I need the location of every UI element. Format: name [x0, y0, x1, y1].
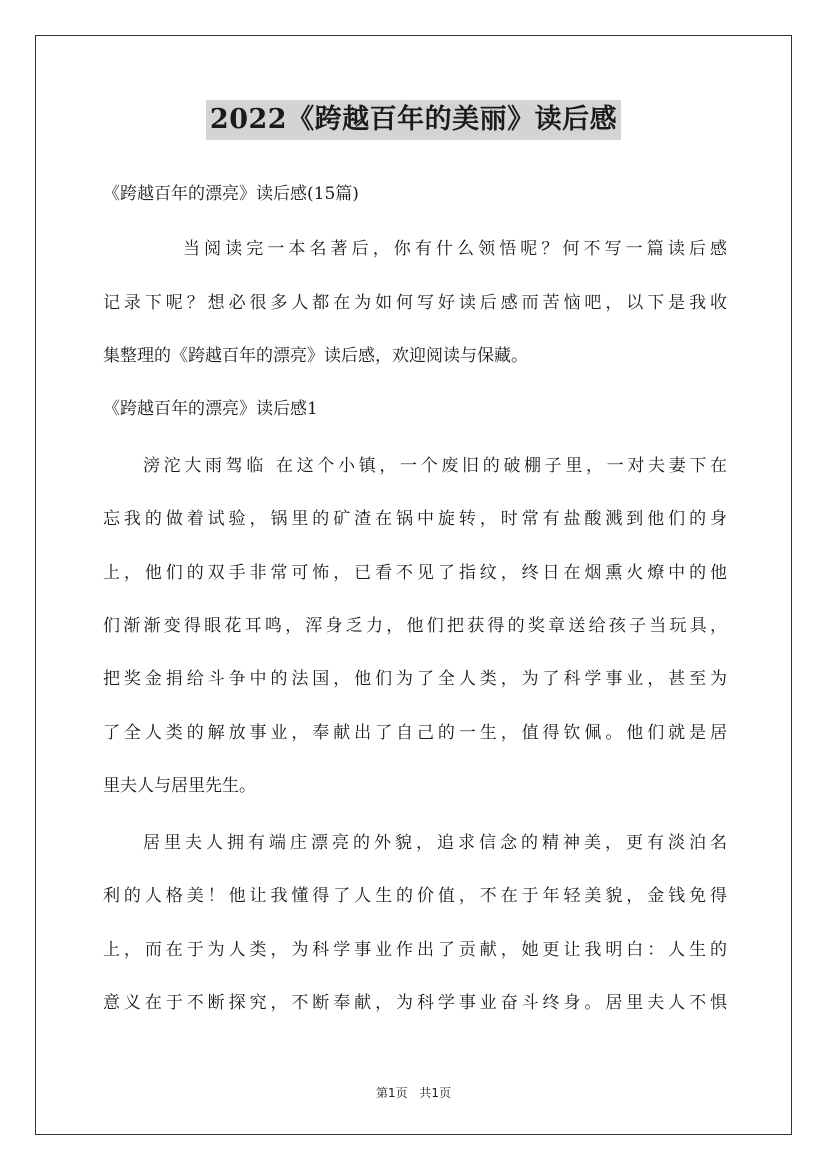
page-footer: [0, 1084, 827, 1101]
para1-line-2: 忘我的做着试验，锅里的矿渣在锅中旋转，时常有盐酸溅到他们的身: [103, 509, 727, 529]
intro-line-2: 记录下呢？想必很多人都在为如何写好读后感而苦恼吧，以下是我收: [103, 293, 727, 313]
para2-line-1: 居里夫人拥有端庄漂亮的外貌，追求信念的精神美，更有淡泊名: [143, 833, 727, 853]
page-number-current: 第1页: [375, 1086, 408, 1100]
para1-line-3: 上，他们的双手非常可怖，已看不见了指纹，终日在烟熏火燎中的他: [103, 563, 727, 583]
document-title: 2022《跨越百年的美丽》读后感: [206, 100, 621, 140]
section-heading: 《跨越百年的漂亮》读后感1: [103, 399, 318, 419]
para1-line-6: 了全人类的解放事业，奉献出了自己的一生，值得钦佩。他们就是居: [103, 723, 727, 743]
para2-line-2: 利的人格美！他让我懂得了人生的价值，不在于年轻美貌，金钱免得: [103, 886, 727, 906]
para1-line-7: 里夫人与居里先生。: [103, 776, 256, 796]
intro-line-3: 集整理的《跨越百年的漂亮》读后感，欢迎阅读与保藏。: [103, 346, 528, 366]
page-number-total: 共1页: [419, 1086, 452, 1100]
para1-line-5: 把奖金捐给斗争中的法国，他们为了全人类，为了科学事业，甚至为: [103, 669, 727, 689]
intro-line-1: 当阅读完一本名著后，你有什么领悟呢？何不写一篇读后感: [183, 239, 727, 259]
para1-line-4: 们渐渐变得眼花耳鸣，浑身乏力，他们把获得的奖章送给孩子当玩具，: [103, 616, 727, 636]
title-container: [0, 100, 827, 140]
para2-line-4: 意义在于不断探究，不断奉献，为科学事业奋斗终身。居里夫人不惧: [103, 993, 727, 1013]
document-subtitle: 《跨越百年的漂亮》读后感(15篇): [103, 184, 359, 204]
para1-line-1: 滂沱大雨驾临 在这个小镇，一个废旧的破棚子里，一对夫妻下在: [143, 456, 727, 476]
para2-line-3: 上，而在于为人类，为科学事业作出了贡献，她更让我明白：人生的: [103, 940, 727, 960]
